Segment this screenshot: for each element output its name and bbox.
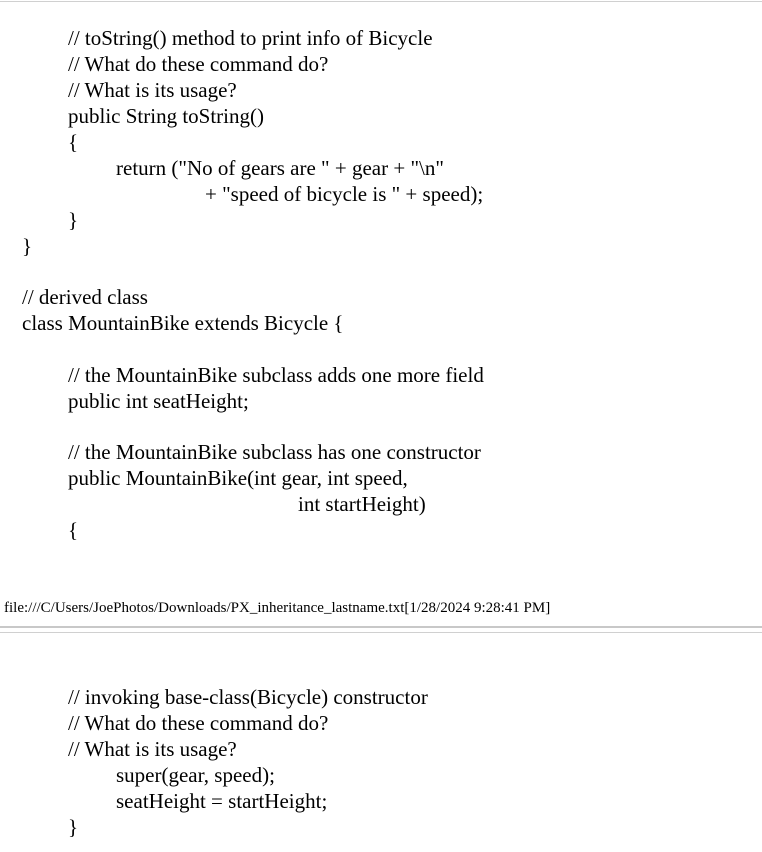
code-line: } [22,234,33,258]
code-line: // the MountainBike subclass adds one more field [68,363,484,387]
code-line: public int seatHeight; [68,389,249,413]
page-break-rule [0,626,762,628]
code-line: // What is its usage? [68,78,237,102]
code-line: + "speed of bicycle is " + speed); [205,182,484,206]
code-line: return ("No of gears are " + gear + "\n" [116,156,444,180]
code-line: // the MountainBike subclass has one constructor [68,440,481,464]
code-line: int startHeight) [298,492,426,516]
page-break-rule-secondary [0,632,762,633]
page-footer-url: file:///C/Users/JoePhotos/Downloads/PX_inheritance_lastname.txt[1/28/2024 9:28:41 PM] [4,600,551,616]
code-line: // What do these command do? [68,52,329,76]
code-line: public MountainBike(int gear, int speed, [68,466,408,490]
code-line: } [68,815,79,839]
code-line: } [68,208,79,232]
code-line: // derived class [22,285,148,309]
code-line: // What do these command do? [68,711,329,735]
code-line: // What is its usage? [68,737,237,761]
code-line: { [68,130,79,154]
code-line: class MountainBike extends Bicycle { [22,311,344,335]
code-line: // invoking base-class(Bicycle) constructor [68,685,428,709]
top-page-rule [0,1,762,2]
code-line: { [68,518,79,542]
code-line: // toString() method to print info of Bicycle [68,26,433,50]
code-line: public String toString() [68,104,264,128]
code-line: seatHeight = startHeight; [116,789,328,813]
code-line: super(gear, speed); [116,763,275,787]
